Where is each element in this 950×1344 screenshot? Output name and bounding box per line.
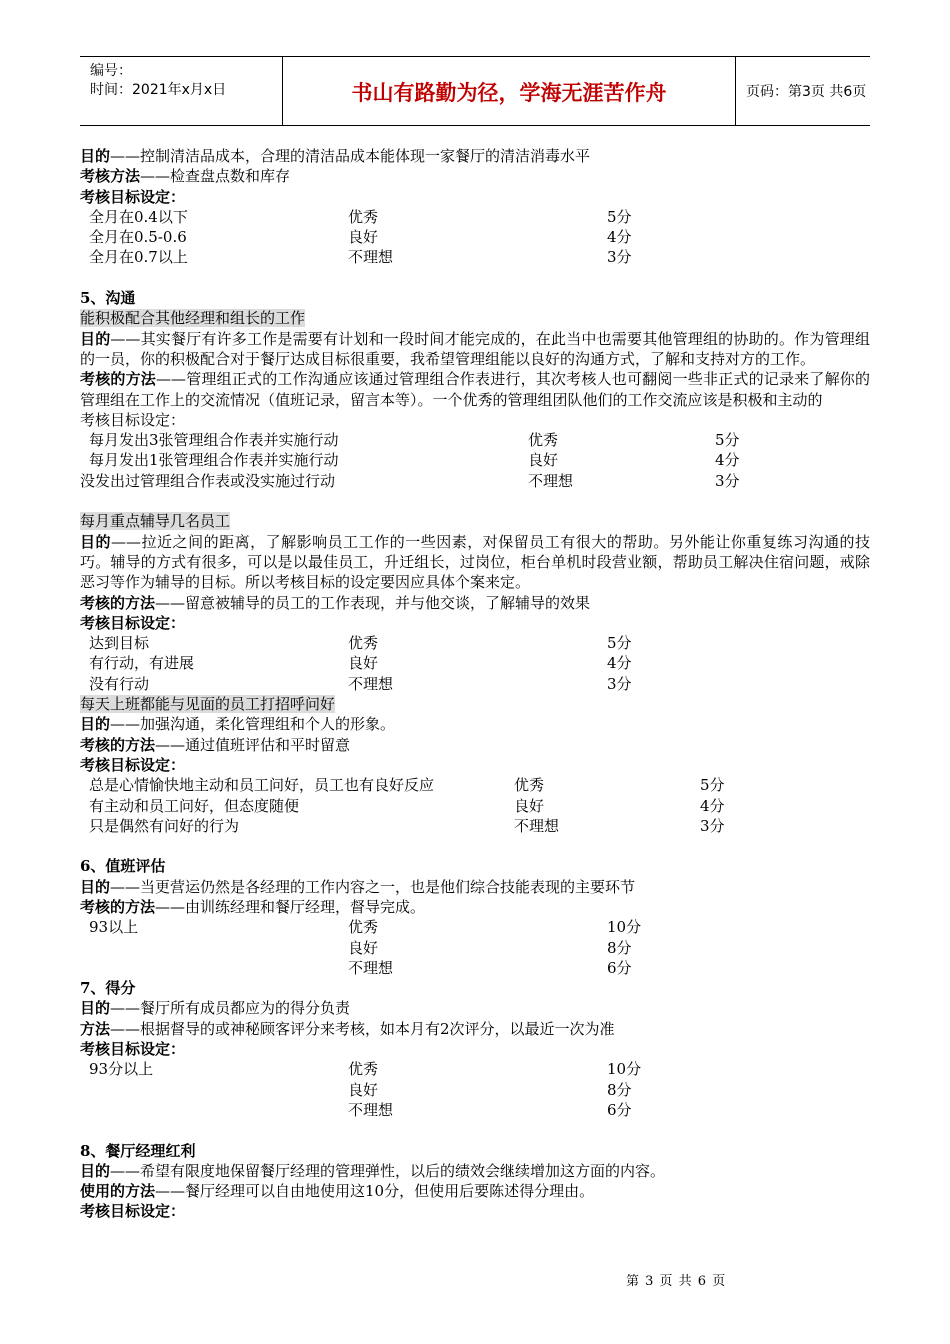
points: 5分 xyxy=(607,634,632,653)
score-row xyxy=(80,247,870,267)
purpose-text: ——控制清洁品成本，合理的清洁品成本能体现一家餐厅的清洁消毒水平 xyxy=(110,147,591,165)
s6-purpose xyxy=(80,877,870,897)
s1-method xyxy=(80,166,870,186)
purpose-text: ——当更营运仍然是各经理的工作内容之一，也是他们综合技能表现的主要环节 xyxy=(110,877,636,896)
points: 6分 xyxy=(607,958,632,977)
score-row xyxy=(80,796,870,816)
points: 5分 xyxy=(607,207,632,226)
purpose-text: ——拉近之间的距离，了解影响员工工作的一些因素，对保留员工有很大的帮助。另外能让你重复练习沟通的技巧。辅导的方式有很多，可以是以最佳员工，升迁组长，过岗位，柜台单机时段营业额，帮助员工解决住宿问题，戒除恶习等作为辅导的目标。所以考核目标的设定要因应具体个案来定。 xyxy=(80,532,870,592)
purpose-text: ——希望有限度地保留餐厅经理的管理弹性，以后的绩效会继续增加这方面的内容。 xyxy=(110,1161,666,1180)
s5-sub2-target-label: 考核目标设定： xyxy=(80,613,186,632)
criterion: 没发出过管理组合作表或没实施过行动 xyxy=(80,471,336,490)
criterion: 每月发出3张管理组合作表并实施行动 xyxy=(89,431,339,450)
score-row xyxy=(80,917,870,937)
score-row xyxy=(80,958,870,978)
header-page-label: 页码：第3页 共6页 xyxy=(746,84,867,100)
s7-purpose xyxy=(80,998,870,1018)
subsection-heading: 能积极配合其他经理和组长的工作 xyxy=(80,309,306,328)
header-meta-cell xyxy=(80,57,283,125)
points: 4分 xyxy=(715,451,740,470)
points: 3分 xyxy=(715,471,740,490)
criterion: 全月在0.7以上 xyxy=(89,248,188,267)
grade: 良好 xyxy=(348,654,379,673)
grade: 不理想 xyxy=(528,471,574,490)
s6-method xyxy=(80,897,870,917)
s5-sub3-method xyxy=(80,735,870,755)
purpose-label: 目的 xyxy=(80,532,112,551)
purpose-text: ——加强沟通，柔化管理组和个人的形象。 xyxy=(110,715,396,734)
score-row xyxy=(80,633,870,653)
s5-sub2-method xyxy=(80,593,870,613)
purpose-label: 目的 xyxy=(80,147,111,165)
points: 10分 xyxy=(607,1060,642,1079)
s5-sub1-method xyxy=(80,369,870,410)
method-text: ——检查盘点数和库存 xyxy=(140,167,291,186)
s5-sub1-purpose xyxy=(80,329,870,370)
subsection-heading: 每天上班都能与见面的员工打招呼问好 xyxy=(80,695,336,714)
criterion: 没有行动 xyxy=(89,674,150,693)
method-label: 考核的方法 xyxy=(80,735,156,754)
grade: 优秀 xyxy=(348,634,379,653)
score-row xyxy=(80,471,870,491)
points: 3分 xyxy=(607,248,632,267)
grade: 良好 xyxy=(348,228,379,247)
s5-sub3-target-label: 考核目标设定： xyxy=(80,755,186,774)
points: 5分 xyxy=(700,776,725,795)
header-motto: 书山有路勤为径，学海无涯苦作舟 xyxy=(283,57,736,125)
purpose-label: 目的 xyxy=(80,715,111,734)
criterion: 93分以上 xyxy=(89,1060,154,1079)
section-title: 7、得分 xyxy=(80,979,136,998)
purpose-text: ——其实餐厅有许多工作是需要有计划和一段时间才能完成的，在此当中也需要其他管理组的协助的。作为管理组的一员，你的积极配合对于餐厅达成目标很重要，我希望管理组能以良好的沟通方式，了解和支持对方的工作。 xyxy=(80,329,870,368)
grade: 良好 xyxy=(348,1080,379,1099)
criterion: 达到目标 xyxy=(89,634,150,653)
header-number: 编号： xyxy=(90,63,132,79)
grade: 优秀 xyxy=(514,776,545,795)
purpose-label: 目的 xyxy=(80,877,111,896)
purpose-label: 目的 xyxy=(80,1161,111,1180)
page-header xyxy=(80,56,870,126)
grade: 良好 xyxy=(514,796,545,815)
criterion: 每月发出1张管理组合作表并实施行动 xyxy=(89,451,339,470)
method-text: ——根据督导的或神秘顾客评分来考核，如本月有2次评分，以最近一次为准 xyxy=(110,1019,615,1038)
score-row xyxy=(80,938,870,958)
criterion: 只是偶然有问好的行为 xyxy=(89,816,240,835)
points: 4分 xyxy=(607,228,632,247)
criterion: 全月在0.5-0.6 xyxy=(89,228,187,247)
grade: 优秀 xyxy=(348,207,379,226)
points: 4分 xyxy=(700,796,725,815)
points: 3分 xyxy=(700,816,725,835)
method-text: ——由训练经理和餐厅经理，督导完成。 xyxy=(155,897,426,916)
method-label: 考核的方法 xyxy=(80,897,156,916)
s8-target-label: 考核目标设定： xyxy=(80,1202,186,1221)
method-text: ——留意被辅导的员工的工作表现，并与他交谈，了解辅导的效果 xyxy=(155,593,591,612)
points: 10分 xyxy=(607,918,642,937)
section-title: 6、值班评估 xyxy=(80,857,166,876)
method-text: ——通过值班评估和平时留意 xyxy=(155,735,351,754)
purpose-text: ——餐厅所有成员都应为的得分负责 xyxy=(110,999,351,1018)
points: 4分 xyxy=(607,654,632,673)
method-label: 考核的方法 xyxy=(80,370,156,389)
criterion: 总是心情愉快地主动和员工问好，员工也有良好反应 xyxy=(89,776,435,795)
points: 8分 xyxy=(607,938,632,957)
points: 8分 xyxy=(607,1080,632,1099)
score-row xyxy=(80,816,870,836)
criterion: 全月在0.4以下 xyxy=(89,207,188,226)
score-row xyxy=(80,430,870,450)
page-footer: 第 3 页 共 6 页 xyxy=(626,1274,727,1289)
method-text: ——管理组正式的工作沟通应该通过管理组合作表进行，其次考核人也可翻阅一些非正式的记录来了解你的管理组在工作上的交流情况（值班记录，留言本等）。一个优秀的管理组团队他们的工作交流应该是积极和主动的 xyxy=(80,370,870,409)
criterion: 有主动和员工问好，但态度随便 xyxy=(89,796,300,815)
section-title: 8、餐厅经理红利 xyxy=(80,1141,196,1160)
grade: 不理想 xyxy=(348,674,394,693)
score-row xyxy=(80,450,870,470)
method-label: 方法 xyxy=(80,1019,111,1038)
grade: 优秀 xyxy=(348,918,379,937)
s5-sub2-purpose xyxy=(80,532,870,593)
score-row xyxy=(80,1059,870,1079)
s5-sub1-target-label: 考核目标设定： xyxy=(80,410,186,429)
score-row xyxy=(80,207,870,227)
s5-sub3-purpose xyxy=(80,714,870,734)
grade: 优秀 xyxy=(528,431,559,450)
grade: 不理想 xyxy=(348,958,394,977)
score-row xyxy=(80,674,870,694)
s1-target-label: 考核目标设定： xyxy=(80,187,186,206)
document-body xyxy=(80,146,870,1222)
grade: 良好 xyxy=(348,938,379,957)
s7-method xyxy=(80,1019,870,1039)
grade: 良好 xyxy=(528,451,559,470)
method-label: 考核方法 xyxy=(80,167,141,186)
purpose-label: 目的 xyxy=(80,999,111,1018)
grade: 不理想 xyxy=(348,1100,394,1119)
s8-method xyxy=(80,1181,870,1201)
s7-target-label: 考核目标设定： xyxy=(80,1040,186,1059)
score-row xyxy=(80,1100,870,1120)
section-title: 5、沟通 xyxy=(80,289,136,308)
criterion: 有行动，有进展 xyxy=(89,654,195,673)
points: 3分 xyxy=(607,674,632,693)
points: 6分 xyxy=(607,1100,632,1119)
score-row xyxy=(80,775,870,795)
grade: 不理想 xyxy=(514,816,560,835)
s1-purpose xyxy=(80,146,870,166)
subsection-heading: 每月重点辅导几名员工 xyxy=(80,512,231,531)
grade: 优秀 xyxy=(348,1060,379,1079)
grade: 不理想 xyxy=(348,248,394,267)
method-label: 使用的方法 xyxy=(80,1182,156,1201)
method-text: ——餐厅经理可以自由地使用这10分，但使用后要陈述得分理由。 xyxy=(155,1182,595,1201)
score-row xyxy=(80,227,870,247)
s8-purpose xyxy=(80,1161,870,1181)
purpose-label: 目的 xyxy=(80,329,111,348)
score-row xyxy=(80,1080,870,1100)
method-label: 考核的方法 xyxy=(80,593,156,612)
criterion: 93以上 xyxy=(89,918,139,937)
header-time: 时间：2021年x月x日 xyxy=(90,82,227,98)
points: 5分 xyxy=(715,431,740,450)
score-row xyxy=(80,653,870,673)
